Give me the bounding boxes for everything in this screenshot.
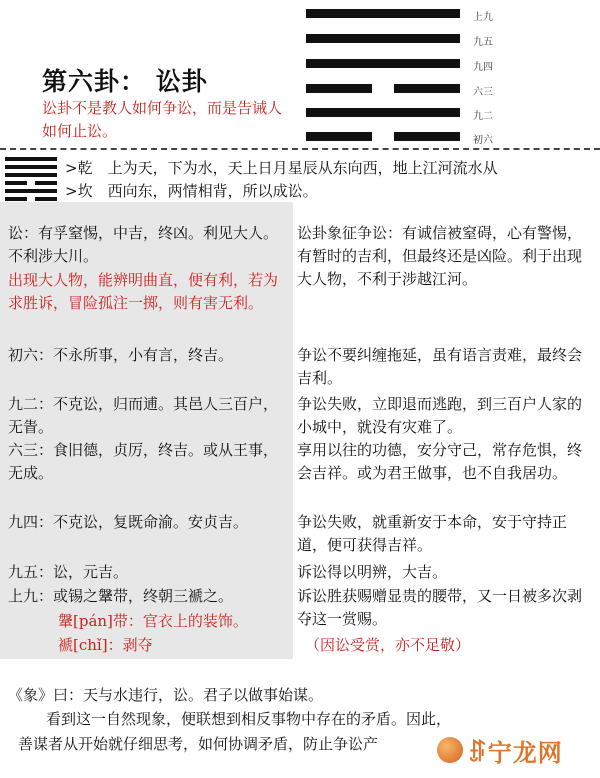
yao-ci-translation-6: 诉讼胜获赐赠显贵的腰带，又一日被多次剥夺这一赏赐。 xyxy=(297,587,583,628)
trigram-line-yang xyxy=(5,189,57,193)
trigram-kan-line: >坎 西向东，两情相背，所以成讼。 xyxy=(65,182,318,200)
trigram-qian-line: >乾 上为天，下为水，天上日月星辰从东向西，地上江河流水从 xyxy=(65,159,498,177)
trigram-line-yin-right xyxy=(35,181,57,185)
hexagram-line-yin-right xyxy=(394,84,460,93)
hexagram-line-yang xyxy=(306,9,460,18)
xiang-quote: 《象》曰：天与水违行，讼。君子以做事始谋。 xyxy=(8,686,324,704)
trigram-line-yang xyxy=(5,165,57,169)
yao-ci-original-2: 九二：不克讼，归而逋。其邑人三百户，无眚。 xyxy=(8,395,279,436)
yao-label: 九二 xyxy=(473,111,493,122)
yao-ci-translation-4: 争讼失败，就重新安于本命，安于守持正道，便可获得吉祥。 xyxy=(297,513,568,554)
yao-ci-original-3: 六三：食旧德，贞厉，终吉。或从王事，无成。 xyxy=(8,441,279,482)
hexagram-line-yin-left xyxy=(306,84,372,93)
yao-label: 九五 xyxy=(473,37,493,48)
hexagram-line-yin-left xyxy=(306,132,372,141)
trigram-line-yin-right xyxy=(35,197,57,201)
yao-ci-original-1: 初六：不永所事，小有言，终吉。 xyxy=(8,346,234,364)
page-title: 第六卦： 讼卦 xyxy=(42,67,208,96)
hexagram-line-yin-right xyxy=(394,132,460,141)
gua-ci-commentary: 出现大人物，能辨明曲直，便有利，若为求胜诉，冒险孤注一掷，则有害无利。 xyxy=(8,271,279,312)
annotation-chi: 褫[chǐ]：剥夺 xyxy=(58,636,153,654)
xiang-explanation-1: 看到这一自然现象，便联想到相反事物中存在的矛盾。因此， xyxy=(46,710,452,728)
intro-text: 讼卦不是教人如何争讼，而是告诫人如何止讼。 xyxy=(42,99,283,140)
yao-ci-translation-5: 诉讼得以明辨，大吉。 xyxy=(297,563,448,581)
yao-ci-translation-3: 享用以往的功德，安分守己，常存危惧，终会吉祥。或为君王做事，也不自我居功。 xyxy=(297,441,583,482)
yao-label: 初六 xyxy=(473,135,493,146)
trigram-line-yang xyxy=(5,173,57,177)
yao-label: 上九 xyxy=(473,12,493,23)
gua-ci-original: 讼：有孚窒惕，中吉，终凶。利见大人。不利涉大川。 xyxy=(8,224,279,265)
trigram-line-yang xyxy=(5,157,57,161)
yao-ci-original-4: 九四：不克讼，复既命渝。安贞吉。 xyxy=(8,513,249,531)
annotation-pan-dai: 鞶[pán]带：官衣上的装饰。 xyxy=(58,612,248,630)
xiang-explanation-2: 善谋者从开始就仔细思考，如何协调矛盾，防止争讼产 xyxy=(18,735,379,753)
gua-ci-translation: 讼卦象征争讼：有诚信被窒碍，心有警惕，有暂时的吉利，但最终还是凶险。利于出现大人物，不利于涉越江河。 xyxy=(297,224,583,288)
hexagram-line-yang xyxy=(306,34,460,43)
yao-ci-translation-2: 争讼失败，立即退而逃跑，到三百户人家的小城中，就没有灾难了。 xyxy=(297,395,583,436)
section-divider xyxy=(0,148,600,150)
watermark-logo-icon xyxy=(437,737,463,763)
trigram-line-yin-left xyxy=(5,197,27,201)
hexagram-line-yang xyxy=(306,59,460,68)
yao-label: 九四 xyxy=(473,62,493,73)
hexagram-line-yang xyxy=(306,108,460,117)
trigram-line-yin-left xyxy=(5,181,27,185)
watermark: ꁓ宁龙网 xyxy=(468,739,563,767)
yao-ci-original-5: 九五：讼，元吉。 xyxy=(8,563,129,581)
yao-ci-original-6: 上九：或锡之鞶带，终朝三褫之。 xyxy=(8,587,234,605)
yao-label: 六三 xyxy=(473,87,493,98)
yao-ci-translation-1: 争讼不要纠缠拖延，虽有语言责难，最终会吉利。 xyxy=(297,346,583,387)
annotation-summary: （因讼受赏，亦不足敬） xyxy=(305,636,471,654)
